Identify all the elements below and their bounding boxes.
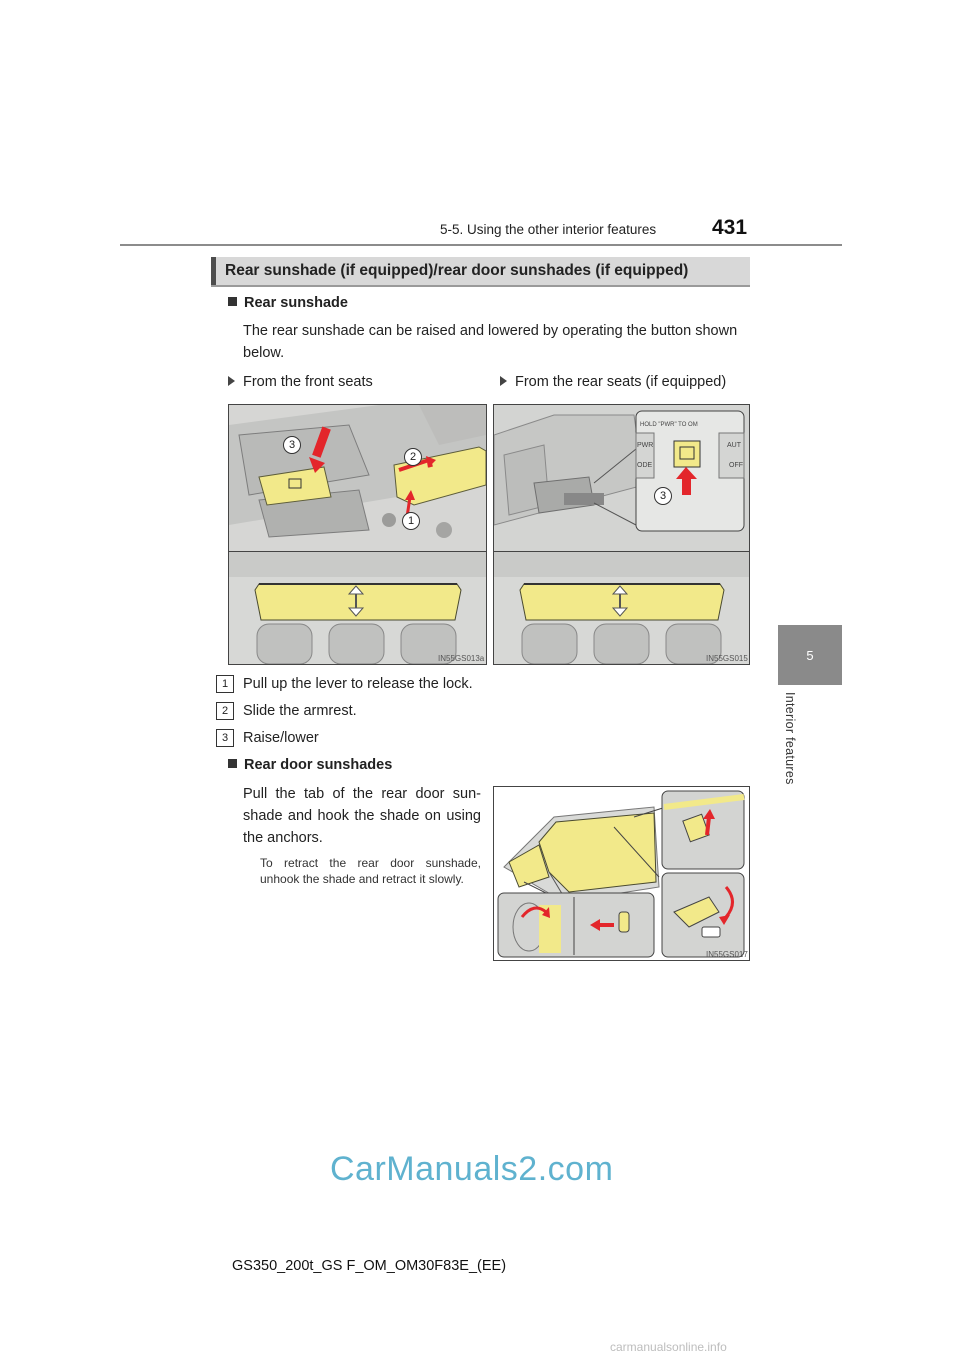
square-bullet-icon — [228, 297, 237, 306]
step-2-badge: 2 — [216, 702, 234, 720]
callout-2-front: 2 — [404, 448, 422, 466]
watermark-bottom[interactable]: carmanualsonline.info — [610, 1340, 727, 1354]
figure-rear-armrest — [493, 404, 750, 552]
step-2-text: Slide the armrest. — [243, 703, 357, 719]
door-sunshades-body: Pull the tab of the rear door sun-shade and hook the shade on using the anchors. — [243, 786, 481, 846]
footer-document-code: GS350_200t_GS F_OM_OM30F83E_(EE) — [232, 1258, 507, 1274]
callout-1-front: 1 — [402, 512, 420, 530]
square-bullet-icon — [228, 759, 237, 768]
door-sunshades-heading: Rear door sunshades — [228, 757, 392, 773]
chapter-tab — [778, 625, 842, 685]
step-1-badge: 1 — [216, 675, 234, 693]
rear-seats-label: From the rear seats (if equipped) — [500, 374, 726, 390]
rear-panel-hold-text: HOLD "PWR" TO OM — [640, 422, 698, 428]
page-number: 431 — [712, 216, 748, 239]
triangle-bullet-icon — [228, 376, 235, 386]
rear-sunshade-intro: The rear sunshade can be raised and lowered by operating the button shown below. — [243, 323, 738, 361]
callout-3-front: 3 — [283, 436, 301, 454]
figure-front-console — [228, 404, 487, 552]
rear-panel-mode: ODE — [637, 462, 653, 469]
figure-sunshade-front-view — [228, 551, 487, 665]
section-accent — [211, 257, 216, 285]
header-section-title: 5-5. Using the other interior features — [440, 222, 657, 237]
figure-code-front: IN55GS013a — [438, 654, 485, 663]
header-rule — [120, 244, 842, 246]
step-1-text: Pull up the lever to release the lock. — [243, 676, 473, 692]
callout-3-rear: 3 — [654, 487, 672, 505]
figure-code-rear: IN55GS015 — [706, 654, 748, 663]
chapter-label: Interior features — [783, 692, 797, 785]
triangle-bullet-icon — [500, 376, 507, 386]
rear-panel-off: OFF — [729, 462, 743, 469]
rear-sunshade-heading: Rear sunshade — [228, 295, 348, 311]
front-seats-label: From the front seats — [228, 374, 373, 390]
rear-panel-pwr: PWR — [637, 442, 654, 449]
door-sunshades-note: To retract the rear door sunshade, unhook the shade and retract it slowly. — [260, 856, 481, 886]
figure-door-sunshade — [493, 786, 750, 961]
watermark-logo[interactable]: CarManuals2.com — [330, 1150, 614, 1188]
section-title: Rear sunshade (if equipped)/rear door sunshades (if equipped) — [225, 262, 689, 279]
step-3-badge: 3 — [216, 729, 234, 747]
figure-sunshade-rear-view — [493, 551, 750, 665]
figure-code-door: IN55GS017 — [706, 950, 748, 959]
chapter-number: 5 — [806, 647, 814, 663]
section-heading — [211, 257, 750, 287]
step-3-text: Raise/lower — [243, 730, 319, 746]
rear-panel-auto: AUT — [727, 442, 741, 449]
